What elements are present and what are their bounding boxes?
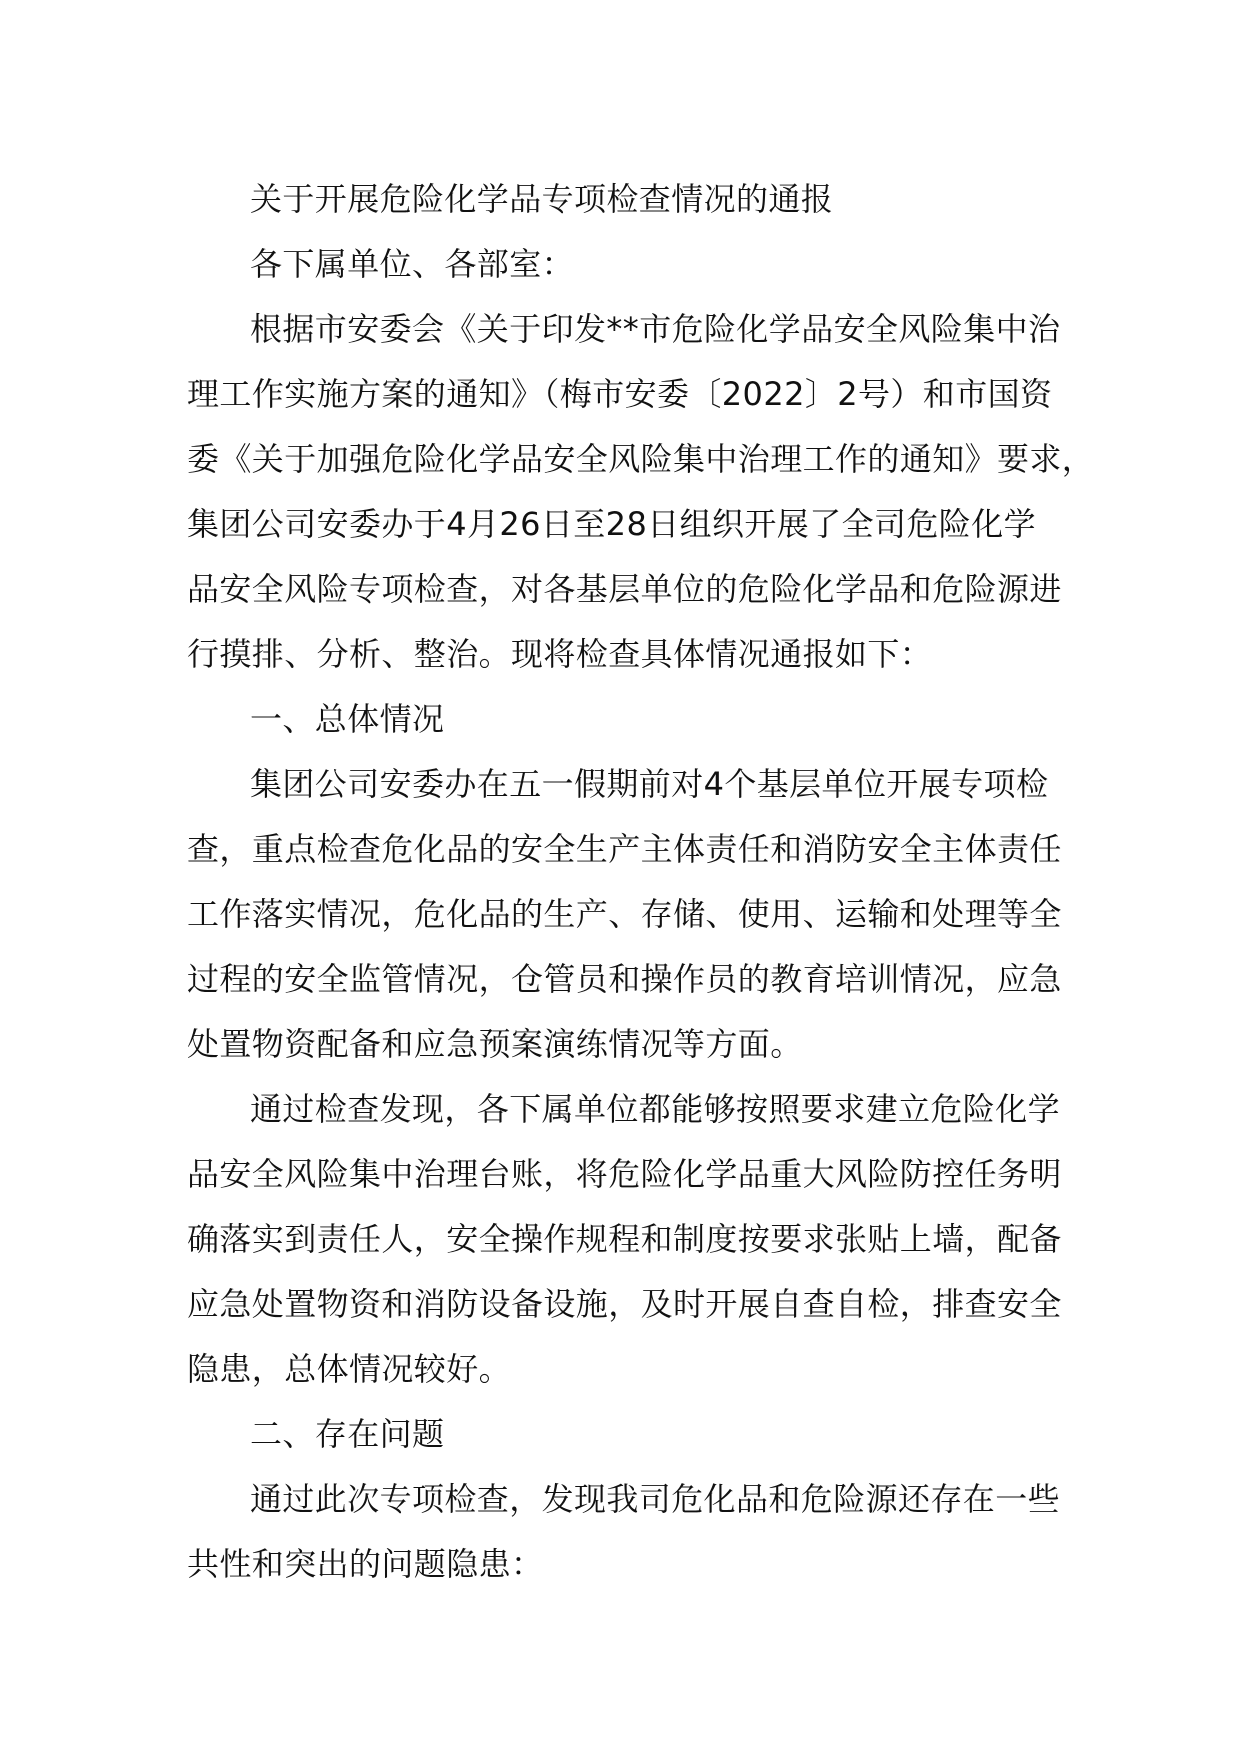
paragraph-line: 理工作实施方案的通知》（梅市安委〔2022〕2号）和市国资 [187, 375, 1053, 413]
paragraph-line: 通过此次专项检查，发现我司危化品和危险源还存在一些 [250, 1480, 1061, 1518]
paragraph-line: 委《关于加强危险化学品安全风险集中治理工作的通知》要求， [187, 440, 1095, 478]
paragraph-line: 确落实到责任人，安全操作规程和制度按要求张贴上墙，配备 [187, 1220, 1062, 1258]
section-heading-overall: 一、总体情况 [250, 700, 445, 738]
paragraph-basis [187, 297, 1095, 687]
paragraph-line: 集团公司安委办于4月26日至28日组织开展了全司危险化学 [187, 505, 1036, 543]
paragraph-line: 工作落实情况，危化品的生产、存储、使用、运输和处理等全 [187, 895, 1062, 933]
paragraph-line: 隐患，总体情况较好。 [187, 1350, 512, 1388]
paragraph-line: 过程的安全监管情况，仓管员和操作员的教育培训情况，应急 [187, 960, 1062, 998]
section-heading-issues: 二、存在问题 [250, 1415, 445, 1453]
paragraph-line: 行摸排、分析、整治。现将检查具体情况通报如下： [187, 635, 933, 673]
paragraph-line: 集团公司安委办在五一假期前对4个基层单位开展专项检 [250, 765, 1049, 803]
paragraph-inspection-scope [187, 752, 1077, 1077]
paragraph-line: 品安全风险集中治理台账，将危险化学品重大风险防控任务明 [187, 1155, 1062, 1193]
paragraph-line: 应急处置物资和消防设备设施，及时开展自查自检，排查安全 [187, 1285, 1062, 1323]
paragraph-line: 处置物资配备和应急预案演练情况等方面。 [187, 1025, 803, 1063]
paragraph-line: 通过检查发现，各下属单位都能够按照要求建立危险化学 [250, 1090, 1061, 1128]
paragraph-issues-intro [187, 1467, 1077, 1597]
paragraph-line: 共性和突出的问题隐患： [187, 1545, 544, 1583]
paragraph-line: 根据市安委会《关于印发**市危险化学品安全风险集中治 [250, 310, 1061, 348]
document-title: 关于开展危险化学品专项检查情况的通报 [250, 180, 834, 218]
paragraph-line: 品安全风险专项检查，对各基层单位的危险化学品和危险源进 [187, 570, 1062, 608]
document-body [187, 167, 1095, 1597]
paragraph-line: 查，重点检查危化品的安全生产主体责任和消防安全主体责任 [187, 830, 1062, 868]
salutation: 各下属单位、各部室： [250, 245, 575, 283]
paragraph-findings [187, 1077, 1077, 1402]
